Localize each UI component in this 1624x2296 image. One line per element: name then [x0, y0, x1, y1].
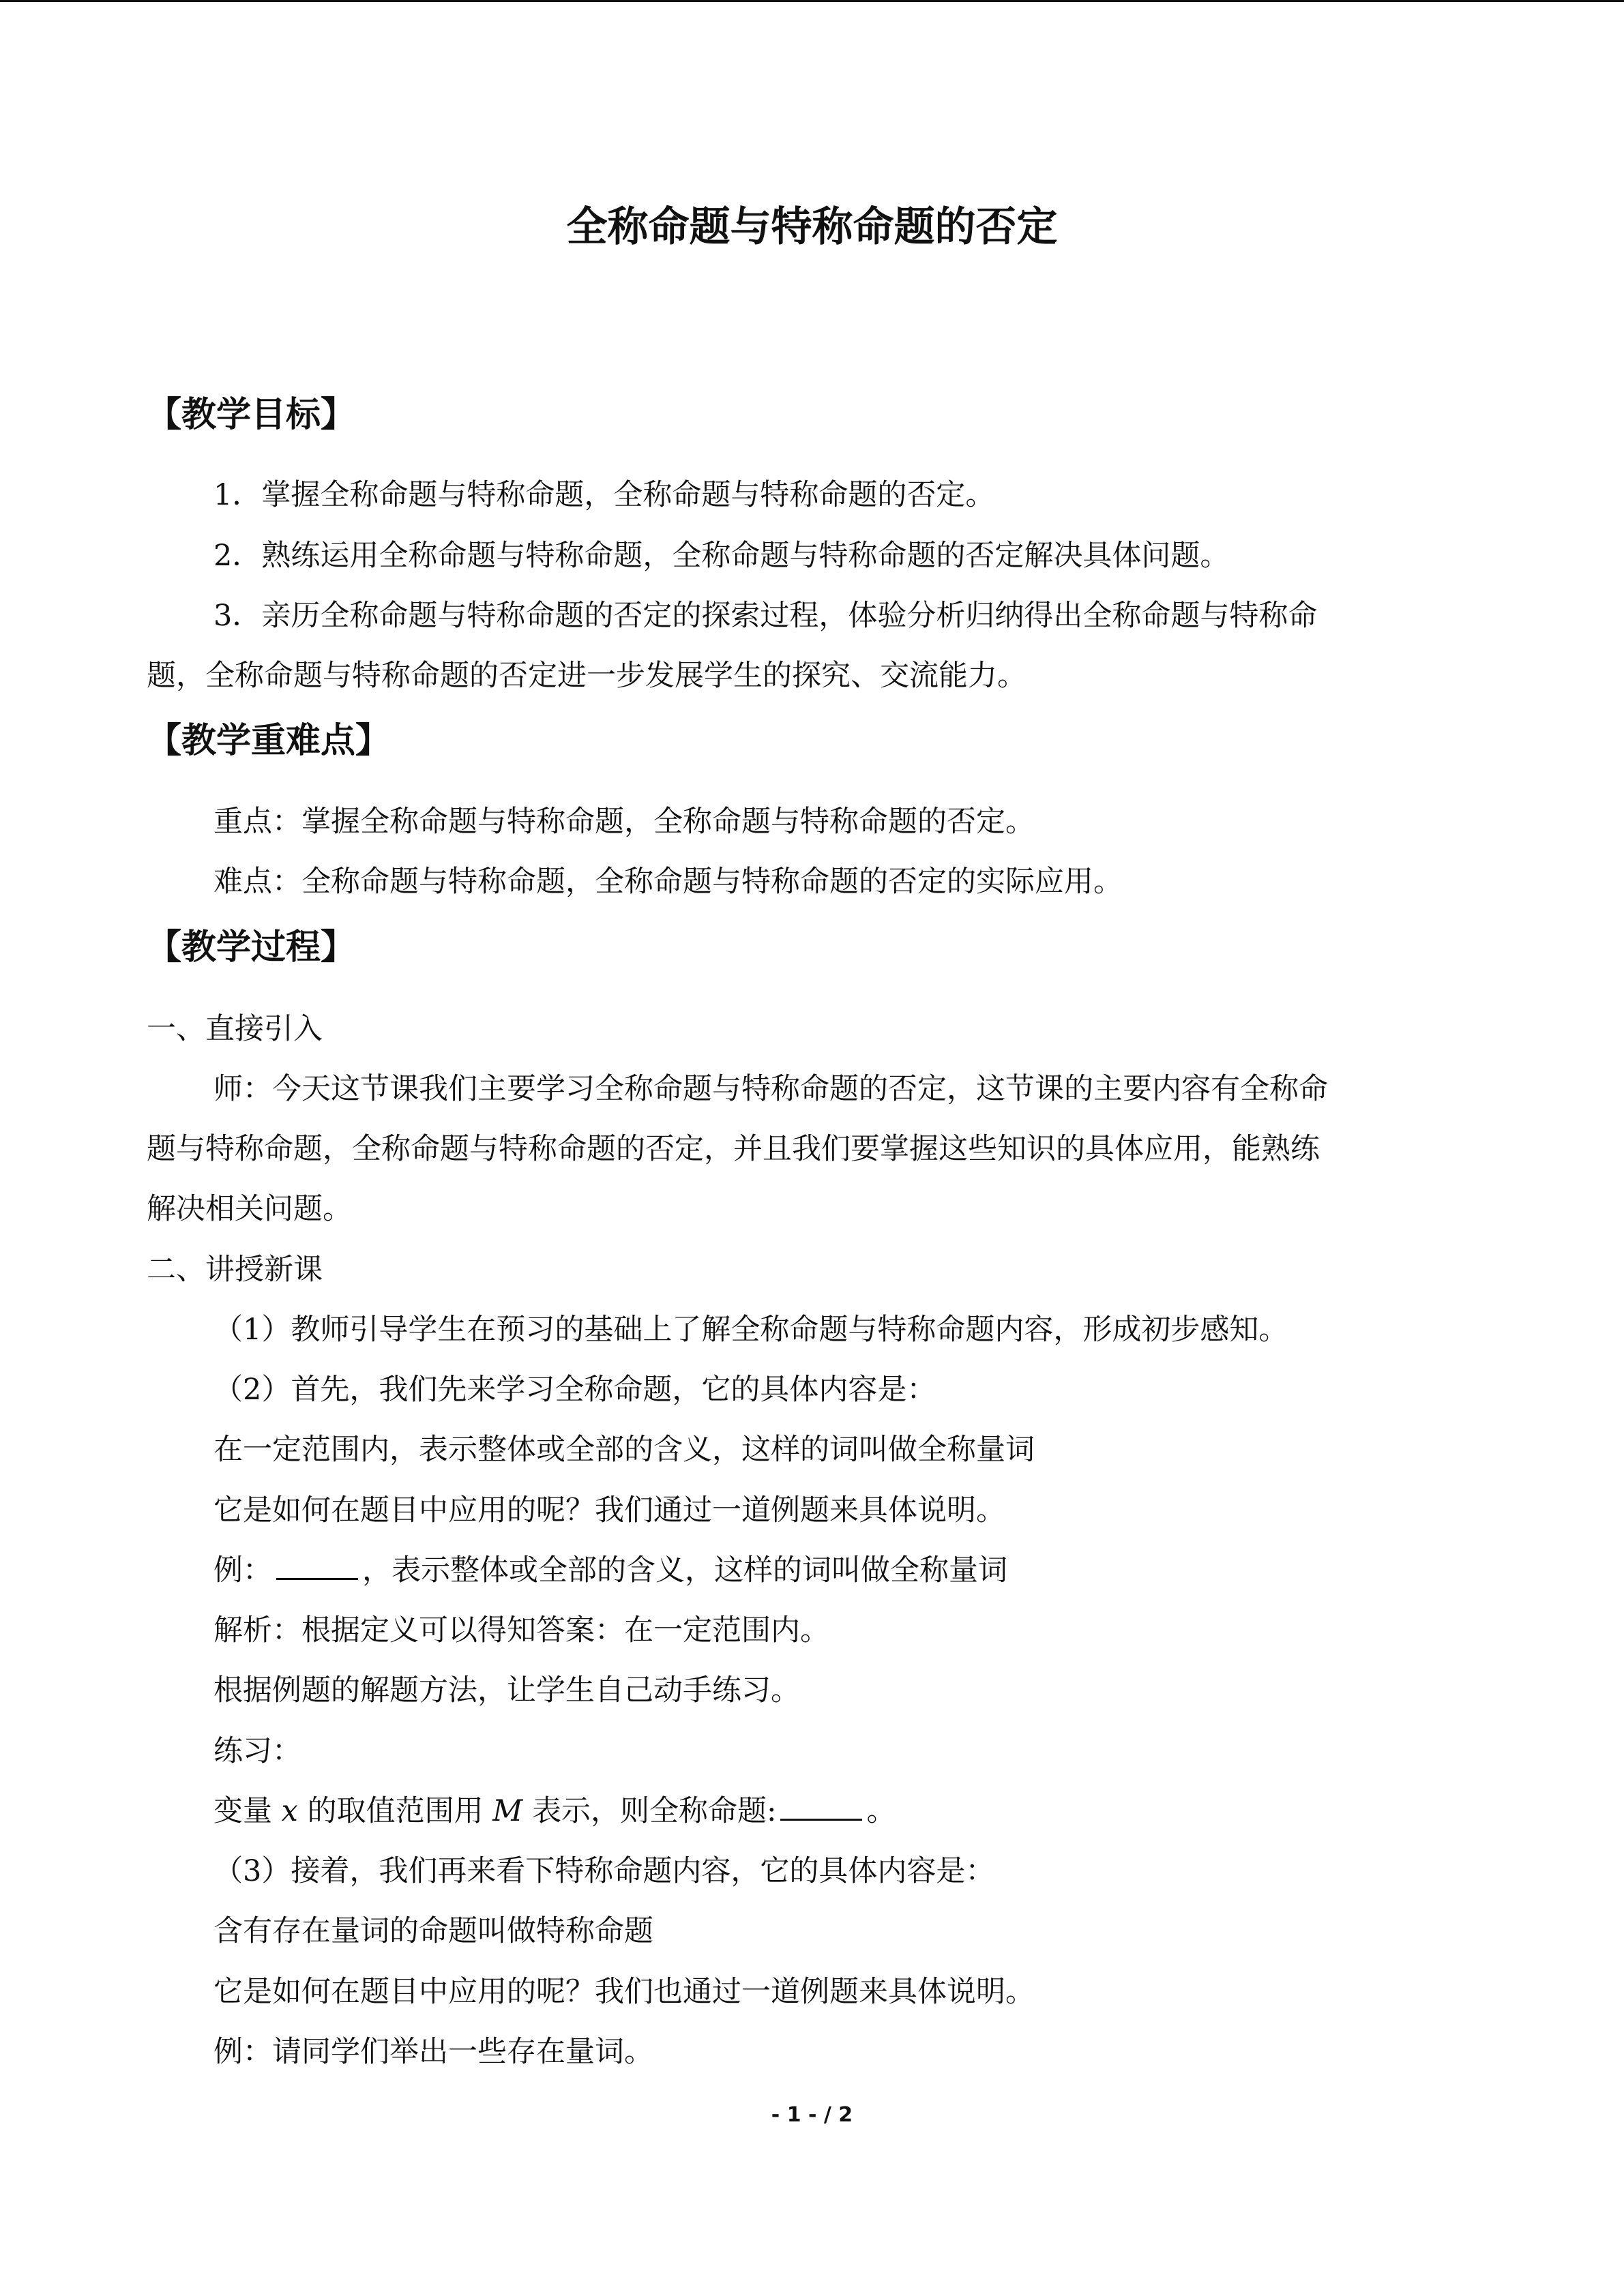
practice-question: [213, 1794, 896, 1828]
goal-item-1: 1．掌握全称命题与特称命题，全称命题与特称命题的否定。: [213, 478, 995, 512]
application-intro-1: 它是如何在题目中应用的呢？我们通过一道例题来具体说明。: [213, 1493, 1005, 1527]
keypoint-focus: 重点：掌握全称命题与特称命题，全称命题与特称命题的否定。: [213, 805, 1035, 839]
goal-item-2: 2．熟练运用全称命题与特称命题，全称命题与特称命题的否定解决具体问题。: [213, 539, 1230, 573]
practice-question-part-3: 表示，则全称命题:: [531, 1794, 777, 1828]
practice-intro: 根据例题的解题方法，让学生自己动手练习。: [213, 1673, 800, 1708]
example-1-prefix: 例：: [213, 1553, 272, 1587]
analysis-1: 解析：根据定义可以得知答案：在一定范围内。: [213, 1613, 829, 1648]
goal-item-3: 3．亲历全称命题与特称命题的否定的探索过程，体验分析归纳得出全称命题与特称命: [213, 599, 1318, 633]
practice-label: 练习：: [213, 1734, 301, 1768]
definition-existential-proposition: 含有存在量词的命题叫做特称命题: [213, 1914, 653, 1948]
goal-item-3-cont: 题，全称命题与特称命题的否定进一步发展学生的探究、交流能力。: [147, 659, 1027, 693]
page-number: - 1 - / 2: [771, 2103, 853, 2127]
process-part2-title: 二、讲授新课: [147, 1253, 323, 1287]
section-heading-goals: 【教学目标】: [147, 395, 356, 435]
section-heading-process: 【教学过程】: [147, 927, 356, 968]
example-2: 例：请同学们举出一些存在量词。: [213, 2035, 653, 2069]
application-intro-2: 它是如何在题目中应用的呢？我们也通过一道例题来具体说明。: [213, 1975, 1035, 2009]
section-heading-keypoints: 【教学重难点】: [147, 721, 391, 761]
document-title: 全称命题与特称命题的否定: [566, 203, 1058, 251]
definition-universal-quantifier: 在一定范围内，表示整体或全部的含义，这样的词叫做全称量词: [213, 1433, 1035, 1467]
process-step-2: （2）首先，我们先来学习全称命题，它的具体内容是：: [213, 1373, 936, 1407]
process-step-3: （3）接着，我们再来看下特称命题内容，它的具体内容是：: [213, 1854, 995, 1888]
example-1: [213, 1553, 1007, 1587]
math-variable-x: x: [281, 1794, 298, 1828]
example-1-suffix: ，表示整体或全部的含义，这样的词叫做全称量词: [362, 1553, 1007, 1587]
practice-question-part-1: 变量: [213, 1794, 272, 1828]
process-part1-title: 一、直接引入: [147, 1012, 323, 1046]
process-step-1: （1）教师引导学生在预习的基础上了解全称命题与特称命题内容，形成初步感知。: [213, 1313, 1288, 1347]
practice-question-end: 。: [866, 1794, 896, 1828]
keypoint-difficulty: 难点：全称命题与特称命题，全称命题与特称命题的否定的实际应用。: [213, 865, 1123, 899]
answer-blank: [276, 1557, 358, 1580]
answer-blank: [780, 1798, 862, 1821]
process-part1-line-1: 师：今天这节课我们主要学习全称命题与特称命题的否定，这节课的主要内容有全称命: [213, 1072, 1328, 1106]
practice-question-part-2: 的取值范围用: [307, 1794, 484, 1828]
process-part1-line-3: 解决相关问题。: [147, 1192, 352, 1226]
math-variable-m: M: [492, 1794, 523, 1828]
process-part1-line-2: 题与特称命题，全称命题与特称命题的否定，并且我们要掌握这些知识的具体应用，能熟练: [147, 1132, 1320, 1166]
